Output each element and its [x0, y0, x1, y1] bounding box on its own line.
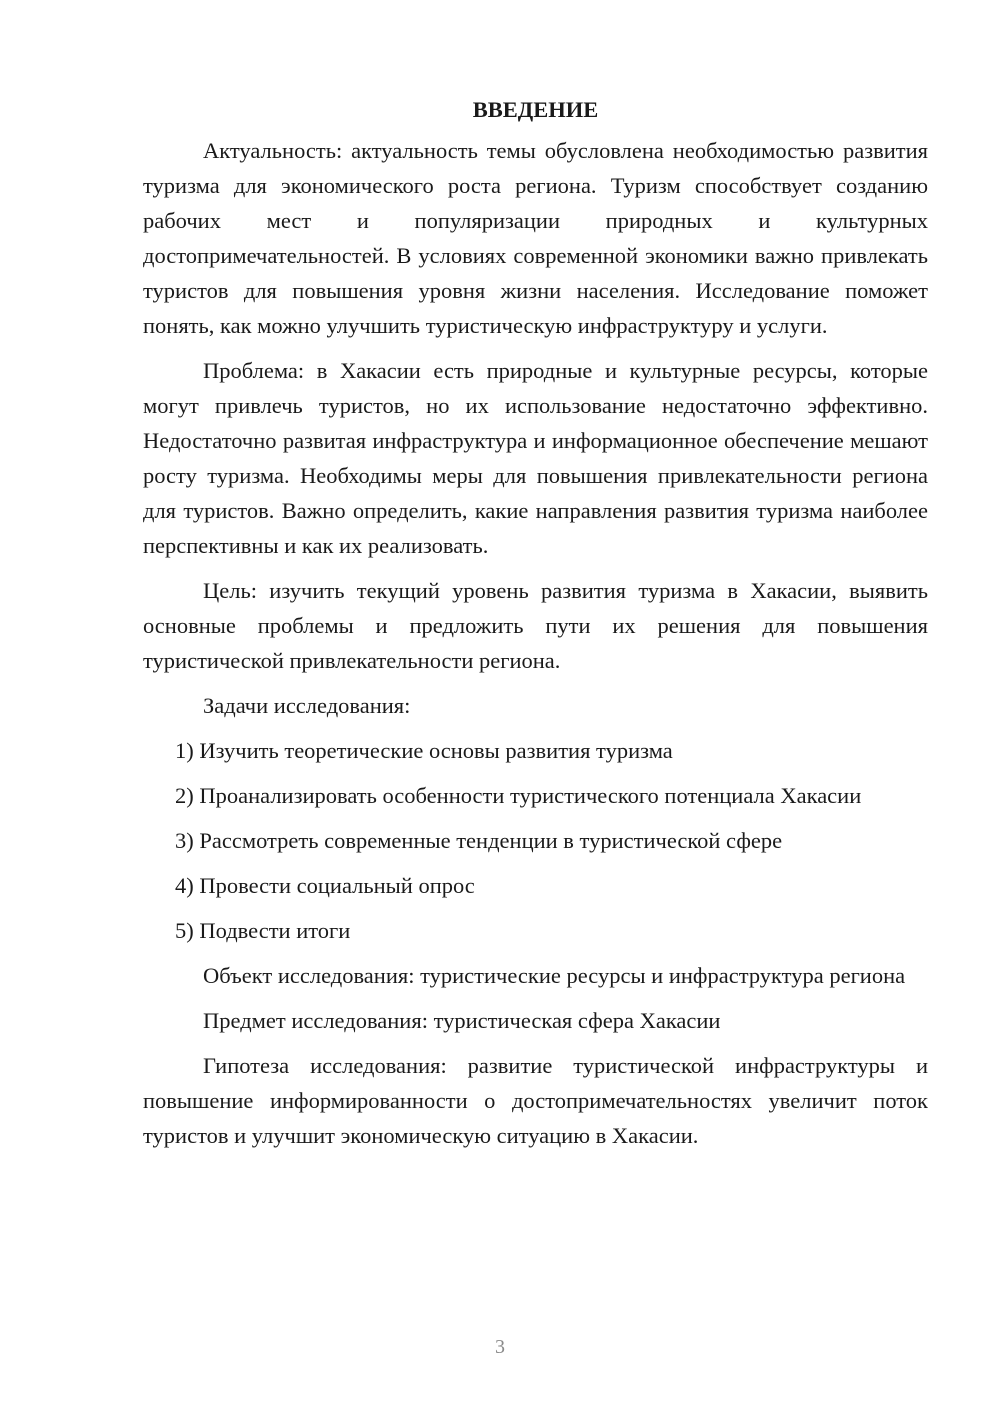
goal-paragraph: Цель: изучить текущий уровень развития туризма в Хакасии, выявить основные проблемы и предложить пути их решения для повышения туристической привлекательности региона. — [143, 578, 928, 673]
task-item: 1) Изучить теоретические основы развития туризма — [175, 738, 673, 763]
object-paragraph: Объект исследования: туристические ресурсы и инфраструктура региона — [203, 963, 906, 988]
task-item: 5) Подвести итоги — [175, 918, 351, 943]
subject-paragraph: Предмет исследования: туристическая сфера Хакасии — [203, 1008, 721, 1033]
tasks-title: Задачи исследования: — [203, 693, 411, 718]
task-item: 3) Рассмотреть современные тенденции в туристической сфере — [175, 828, 783, 853]
page-number: 3 — [495, 1336, 505, 1358]
task-item: 4) Провести социальный опрос — [175, 873, 475, 898]
relevance-paragraph: Актуальность: актуальность темы обусловлена необходимостью развития туризма для экономического роста региона. Туризм способствует созданию рабочих мест и популяризации природных и культурных достопримечательностей. В условиях современной экономики важно привлекать туристов для повышения уровня жизни населения. Исследование поможет понять, как можно улучшить туристическую инфраструктуру и услуги. — [143, 138, 928, 338]
page-body — [143, 92, 928, 1163]
problem-paragraph: Проблема: в Хакасии есть природные и культурные ресурсы, которые могут привлечь туристов, но их использование недостаточно эффективно. Недостаточно развитая инфраструктура и информационное обеспечение мешают росту туризма. Необходимы меры для повышения привлекательности региона для туристов. Важно определить, какие направления развития туризма наиболее перспективны и как их реализовать. — [143, 358, 928, 558]
hypothesis-paragraph: Гипотеза исследования: развитие туристической инфраструктуры и повышение информированности о достопримечательностях увеличит поток туристов и улучшит экономическую ситуацию в Хакасии. — [143, 1053, 928, 1148]
section-heading: ВВЕДЕНИЕ — [472, 97, 599, 122]
task-item: 2) Проанализировать особенности туристического потенциала Хакасии — [175, 783, 862, 808]
